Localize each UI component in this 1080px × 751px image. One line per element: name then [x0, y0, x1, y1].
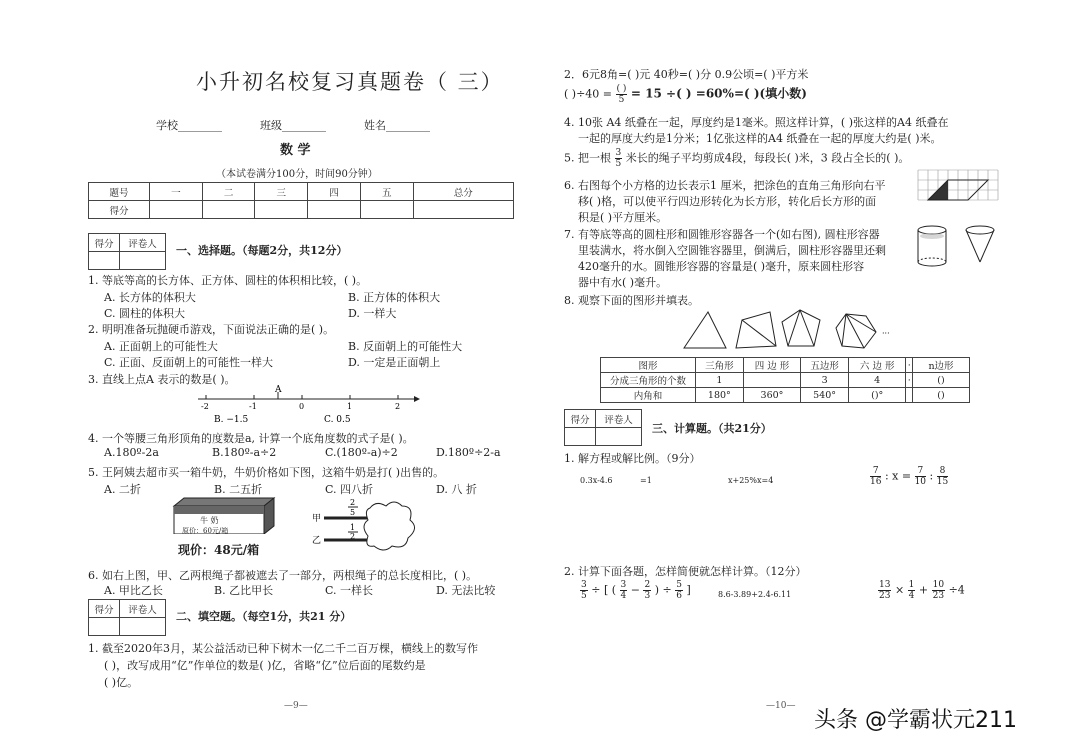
fraction	[878, 580, 891, 601]
milk-label: 牛 奶	[200, 516, 219, 525]
table-cell: 内角和	[601, 388, 696, 403]
grader-reviewer-label: 评卷人	[120, 234, 166, 252]
score-table-cell: 三	[255, 183, 308, 201]
q1-option-b: B. 正方体的体积大	[348, 291, 441, 304]
tick-label: 1	[347, 402, 353, 411]
table-cell: 540°	[801, 388, 849, 403]
fill1-line1: 1. 截至2020年3月，某公益活动已种下树木一亿二千二百万棵，横线上的数写作	[88, 642, 478, 655]
score-table-cell	[308, 201, 361, 219]
calc1-eq-b: x+25%x=4	[728, 476, 774, 485]
fraction-numerator: 13	[879, 580, 891, 590]
q5-option-b: B. 二五折	[214, 483, 263, 496]
grader-box	[88, 233, 166, 270]
q1-option-c: C. 圆柱的体积大	[104, 307, 186, 320]
table-cell: ()	[913, 373, 970, 388]
grader-box	[564, 409, 642, 446]
q6-option-d: D. 无法比较	[436, 584, 496, 597]
fraction-numerator: 3	[615, 148, 622, 158]
fraction-denominator: 16	[870, 477, 882, 487]
q6-option-c: C. 一样长	[325, 584, 374, 597]
score-table-cell	[150, 201, 203, 219]
table-cell: 4	[848, 373, 905, 388]
fraction-numerator: 3	[581, 580, 587, 590]
fill1-line3: ( )亿。	[104, 676, 139, 689]
q2-option-b: B. 反面朝上的可能性大	[348, 340, 463, 353]
table-cell: 三角形	[696, 358, 744, 373]
grid-figure	[916, 168, 1000, 210]
fill4-line1: 4. 10张 A4 纸叠在一起，厚度约是1毫米。照这样计算，( )张这样的A4 纸叠在	[564, 116, 949, 129]
table-cell: 图形	[601, 358, 696, 373]
fill5-fraction	[615, 148, 623, 169]
fill5-pre: 5. 把一根	[564, 151, 611, 165]
cylinder-cone-figure	[912, 222, 1022, 272]
milk-current-price: 现价：48元/箱	[178, 543, 260, 557]
q5-option-a: A. 二折	[104, 483, 141, 496]
tick-label: -2	[201, 402, 209, 411]
q2-option-a: A. 正面朝上的可能性大	[104, 340, 218, 353]
fraction-numerator: 2	[644, 580, 651, 590]
fraction	[915, 466, 926, 487]
milk-original-price: 原价：60元/箱	[182, 527, 229, 535]
section1-title: 一、选择题。（每题2分，共12分）	[176, 244, 348, 257]
q2-option-d: D. 一定是正面朝上	[348, 356, 441, 369]
rope-frac1-num: 2	[350, 498, 356, 507]
exam-title: 小升初名校复习真题卷（ 三）	[196, 70, 504, 94]
fraction-denominator: 23	[932, 591, 945, 601]
score-table-cell	[360, 201, 413, 219]
fill3-fraction	[616, 84, 628, 105]
fraction-numerator: 5	[676, 580, 682, 590]
ratio-colon: :	[929, 469, 934, 483]
calc2-expr-a: $\frac{3}{5}$ ÷ [ ( $\frac{3}{4}$ − $\frac{2}{3}$ ) ÷ $\frac{5}{6}$ ]	[581, 580, 691, 601]
svg-text:···: ···	[882, 329, 890, 338]
point-a-label: A	[275, 385, 282, 395]
table-cell: 180°	[696, 388, 744, 403]
fraction	[870, 466, 881, 487]
fraction-numerator: 10	[932, 580, 945, 590]
fraction	[932, 580, 945, 601]
score-table-cell: 题号	[89, 183, 150, 201]
fraction-denominator: 10	[914, 477, 927, 487]
grader-reviewer-label: 评卷人	[596, 410, 642, 428]
fraction-denominator: 3	[644, 591, 651, 601]
fraction-numerator: 3	[620, 580, 627, 590]
q5-option-d: D. 八 折	[436, 483, 477, 496]
section2-title: 二、填空题。（每空1分，共21 分）	[176, 610, 352, 623]
fill7-line4: 器中有水( )毫升。	[578, 276, 668, 289]
q5-stem: 5. 王阿姨去超市买一箱牛奶，牛奶价格如下图，这箱牛奶是打( )出售的。	[88, 466, 445, 479]
grader-box	[88, 599, 166, 636]
score-table-cell: 得分	[89, 201, 150, 219]
q1-option-a: A. 长方体的体积大	[104, 291, 196, 304]
section3-title: 三、计算题。（共21分）	[652, 422, 772, 435]
rope-yi-label: 乙	[312, 536, 322, 546]
fraction	[643, 580, 651, 601]
right-page	[540, 0, 1080, 751]
calc1-stem: 1. 解方程或解比例。（9分）	[564, 452, 701, 465]
score-table	[88, 182, 514, 219]
q6-option-b: B. 乙比甲长	[214, 584, 274, 597]
table-cell: ·	[907, 359, 911, 371]
fill7-line2: 里装满水，将水倒入空圆锥容器里，倒满后，圆柱形容器里还剩	[578, 244, 886, 257]
table-cell: ()	[913, 388, 970, 403]
rope-jia-label: 甲	[312, 514, 322, 524]
calc1-eq-a: 0.3x-4.6	[580, 476, 613, 485]
table-cell: n边形	[913, 358, 970, 373]
q6-stem: 6. 如右上图，甲、乙两根绳子都被遮去了一部分，两根绳子的总长度相比，( )。	[88, 569, 478, 582]
tick-label: 2	[395, 402, 401, 411]
tick-label: 0	[299, 402, 305, 411]
fraction-numerator: 7	[915, 466, 926, 477]
table-cell: 四 边 形	[743, 358, 800, 373]
fill6-line1: 6. 右图每个小方格的边长表示1 厘米，把涂色的直角三角形向右平	[564, 179, 886, 192]
q3-option-c: C. 0.5	[324, 415, 351, 425]
fraction	[620, 580, 628, 601]
fill8-stem: 8. 观察下面的图形并填表。	[564, 294, 699, 307]
grader-score-label: 得分	[89, 234, 120, 252]
fill7-line3: 420毫升的水。圆锥形容器的容量是( )毫升，原来圆柱形容	[578, 260, 865, 273]
fraction-numerator: ( )	[616, 84, 627, 94]
table-cell: ·	[907, 374, 911, 386]
page-number: —9—	[284, 701, 308, 711]
score-table-cell: 一	[150, 183, 203, 201]
fill3-line	[564, 84, 807, 105]
fraction-numerator: 7	[870, 466, 881, 477]
school-field: 学校________	[156, 119, 222, 132]
fraction-denominator: 15	[936, 477, 949, 487]
score-table-cell: 四	[308, 183, 361, 201]
rope-frac1-den: 5	[350, 508, 356, 517]
tick-label: -1	[249, 402, 257, 411]
fraction	[908, 580, 916, 601]
q5-option-c: C. 四八折	[325, 483, 374, 496]
fraction-denominator: 4	[620, 591, 627, 601]
polygons-figure	[680, 306, 910, 354]
fill3-post: = 15 ÷( ) =60%=( )(填小数)	[630, 86, 807, 101]
table-cell: 六 边 形	[848, 358, 905, 373]
q3-stem: 3. 直线上点A 表示的数是( )。	[88, 373, 236, 386]
q4-option-d: D.180º÷2-a	[436, 446, 501, 459]
grader-score-label: 得分	[565, 410, 596, 428]
fraction-denominator: 5	[581, 591, 587, 601]
table-cell: ()°	[848, 388, 905, 403]
score-table-cell	[413, 201, 513, 219]
q4-option-b: B.180º-a÷2	[212, 446, 277, 459]
score-table-cell	[202, 201, 255, 219]
fraction-denominator: 6	[676, 591, 682, 601]
table-cell: 360°	[743, 388, 800, 403]
score-table-cell: 二	[202, 183, 255, 201]
fraction-denominator: 5	[618, 95, 625, 105]
fraction	[580, 580, 588, 601]
grader-reviewer-label: 评卷人	[120, 600, 166, 618]
fraction-denominator: 5	[615, 159, 622, 169]
grader-score-label: 得分	[89, 600, 120, 618]
q4-stem: 4. 一个等腰三角形顶角的度数是a, 计算一个底角度数的式子是( )。	[88, 432, 414, 445]
calc1-eq-c	[870, 466, 948, 487]
q2-option-c: C. 正面、反面朝上的可能性一样大	[104, 356, 274, 369]
fraction	[675, 580, 683, 601]
class-field: 班级________	[260, 119, 326, 132]
calc2-stem: 2. 计算下面各题，怎样简便就怎样计算。（12分）	[564, 565, 807, 578]
expr-tail: ÷4	[948, 583, 965, 597]
q4-option-a: A.180º-2a	[104, 446, 159, 459]
table-cell: 3	[801, 373, 849, 388]
q1-option-d: D. 一样大	[348, 307, 397, 320]
fraction-denominator: 23	[879, 591, 891, 601]
q3-option-b: B. −1.5	[214, 415, 249, 425]
fill2-line1: 2．6元8角=( )元 40秒=( )分 0.9公顷=( )平方米	[564, 68, 809, 81]
table-cell: 1	[696, 373, 744, 388]
fraction-numerator: 8	[937, 466, 948, 477]
fill6-line2: 移( )格，可以使平行四边形转化为长方形，转化后长方形的面	[578, 195, 877, 208]
rope-figure	[310, 496, 420, 552]
milk-box-figure	[170, 496, 278, 560]
fill4-line2: 一起的厚度大约是1分米；1亿张这样的A4 纸叠在一起的厚度大约是( )米。	[578, 132, 942, 145]
score-table-cell: 总分	[413, 183, 513, 201]
ratio-x: : x =	[884, 469, 912, 483]
q1-stem: 1. 等底等高的长方体、正方体、圆柱的体积相比较，( )。	[88, 274, 368, 287]
fraction-denominator: 4	[908, 591, 915, 601]
number-line-figure	[192, 383, 422, 425]
table-cell: 五边形	[801, 358, 849, 373]
score-table-cell: 五	[360, 183, 413, 201]
table-cell	[743, 373, 800, 388]
q6-option-a: A. 甲比乙长	[104, 584, 163, 597]
fill3-pre: ( )÷40 =	[564, 87, 613, 101]
page-number: —10—	[766, 701, 796, 711]
table-cell: 分成三角形的个数	[601, 373, 696, 388]
fill5-post: 米长的绳子平均剪成4段，每段长( )米，3 段占全长的( )。	[625, 151, 910, 165]
fill5-line	[564, 148, 909, 169]
exam-note: （本试卷满分100分，时间90分钟）	[216, 169, 378, 180]
calc2-expr-b: 8.6-3.89+2.4-6.11	[718, 590, 792, 599]
fraction	[937, 466, 948, 487]
fill1-line2: ( )，改写成用“亿”作单位的数是( )亿，省略“亿”位后面的尾数约是	[104, 659, 426, 672]
name-field: 姓名________	[364, 119, 430, 132]
polygon-table	[600, 357, 970, 403]
q2-stem: 2. 明明准备玩抛硬币游戏，下面说法正确的是( )。	[88, 323, 335, 336]
watermark: 头条 @学霸状元211	[814, 708, 1017, 733]
fill6-line3: 积是( )平方厘米。	[578, 211, 668, 224]
rope-frac2-den: 2	[350, 532, 356, 541]
score-table-cell	[255, 201, 308, 219]
rope-frac2-num: 1	[350, 523, 356, 532]
subject-title: 数 学	[280, 143, 311, 158]
fraction-numerator: 1	[908, 580, 915, 590]
calc2-expr-c: $\frac{13}{23}$ × $\frac{1}{4}$ + $\frac{10}{23}$ ÷4	[879, 580, 965, 601]
q4-option-c: C.(180º-a)÷2	[325, 446, 398, 459]
calc1-eq-a-rhs: =1	[640, 476, 652, 485]
fill7-line1: 7. 有等底等高的圆柱形和圆锥形容器各一个(如右图), 圆柱形容器	[564, 228, 880, 241]
